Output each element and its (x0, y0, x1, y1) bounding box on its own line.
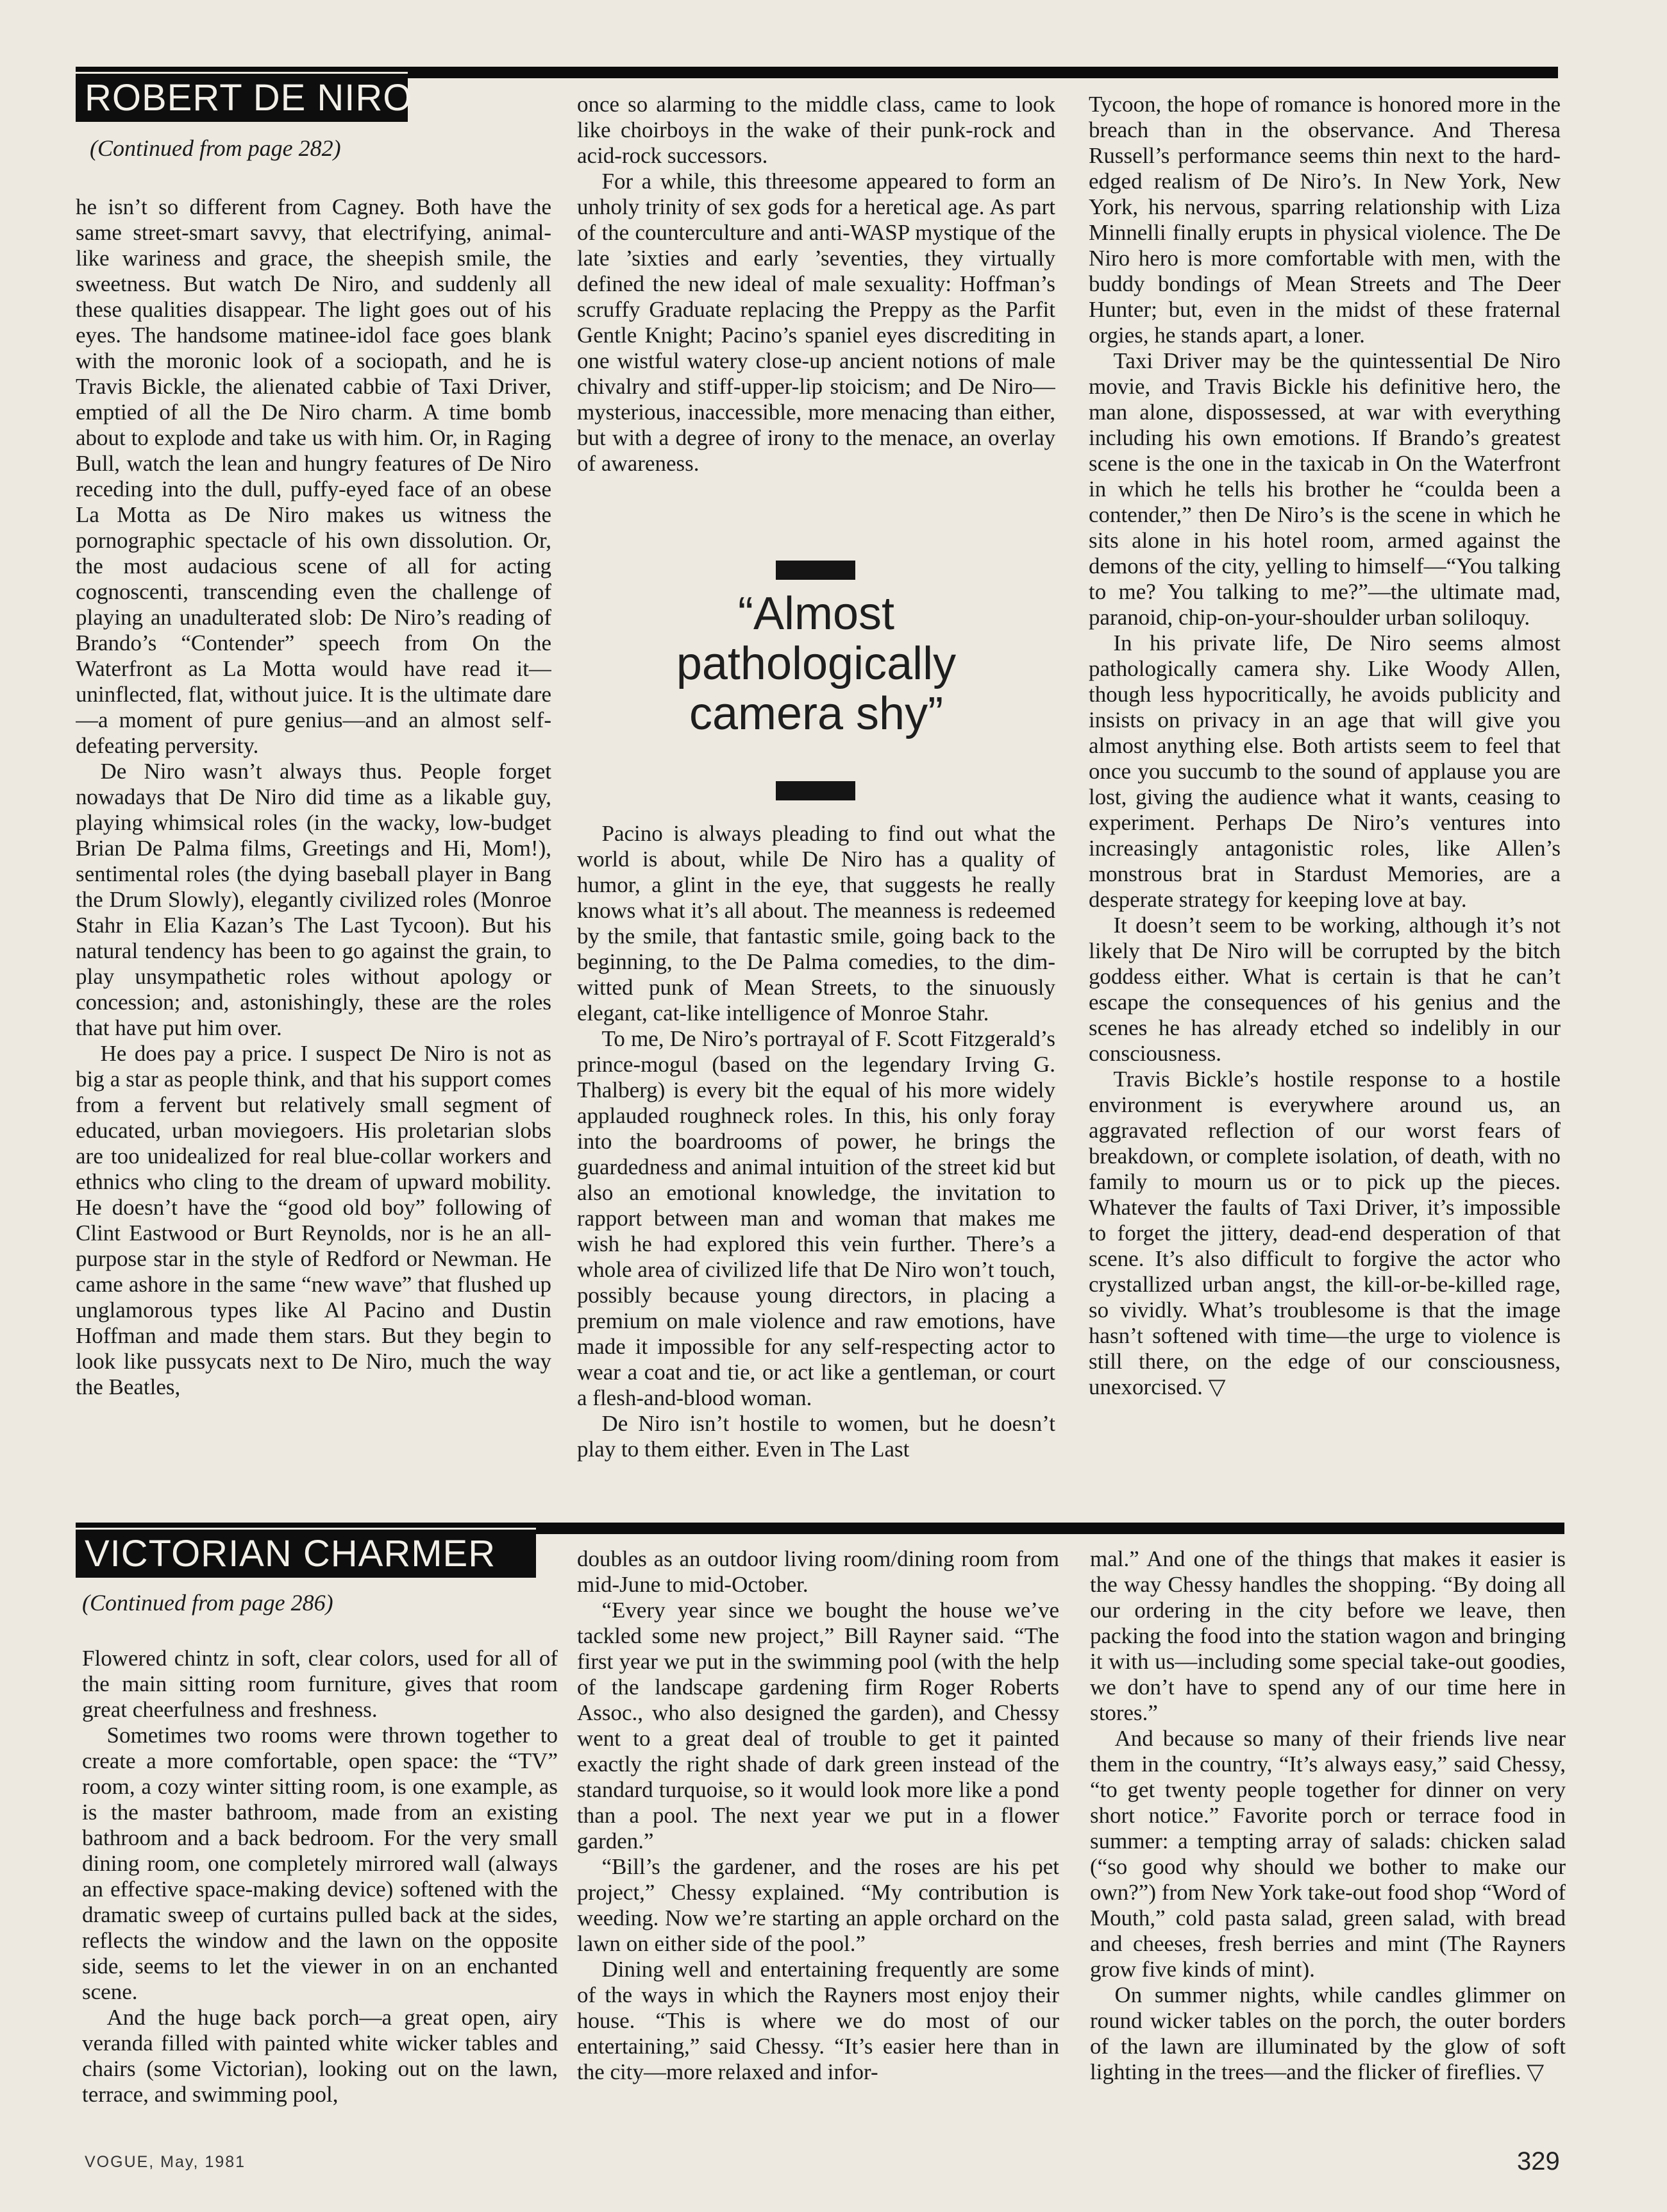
paragraph: For a while, this threesome appeared to form an unholy trinity of sex gods for a heretical age. As part of the counterculture and anti-WASP mystique of the late ’sixties and early ’seventies, they virtually defined the new ideal of male sexuality: Hoffman’s scruffy Graduate replacing the Preppy as the Parfit Gentle Knight; Pacino’s spaniel eyes discrediting in one wistful watery close-up ancient notions of male chivalry and stiff-upper-lip stoicism; and De Niro—mysterious, inaccessible, more menacing than either, but with a degree of irony to the menace, an overlay of awareness. (577, 169, 1055, 476)
paragraph: Tycoon, the hope of romance is honored more in the breach than in the observance. And Theresa Russell’s performance seems thin next to the hard-edged realism of De Niro’s. In New York, New York, his nervous, sparring relationship with Liza Minnelli finally erupts in physical violence. The De Niro hero is more comfortable with men, with the buddy bondings of Mean Streets and The Deer Hunter; but, even in the midst of these fraternal orgies, he stands apart, a loner. (1089, 92, 1561, 348)
paragraph: It doesn’t seem to be working, although it’s not likely that De Niro will be corrupted by the bitch goddess either. What is certain is that he can’t escape the consequences of his genius and the scenes he has already etched so indelibly in our consciousness. (1089, 913, 1561, 1066)
paragraph: once so alarming to the middle class, came to look like choirboys in the wake of their punk-rock and acid-rock successors. (577, 92, 1055, 168)
paragraph: mal.” And one of the things that makes it easier is the way Chessy handles the shopping. “By doing all our ordering in the city before we leave, then packing the food into the station wagon and bringing it with us—including some special take-out goodies, we don’t have to spend any of our time here in stores.” (1090, 1546, 1566, 1725)
article-column-2-top (577, 92, 1055, 534)
paragraph: In his private life, De Niro seems almost pathologically camera shy. Like Woody Allen, though less hypocritically, he avoids publicity and insists on privacy in an age that will give you almost anything else. Both artists seem to feel that once you succumb to the sound of applause you are lost, giving the audience what it wants, ceasing to experiment. Perhaps De Niro’s ventures into increasingly antagonistic roles, like Allen’s monstrous brat in Stardust Memories, are a desperate strategy for keeping love at bay. (1089, 630, 1561, 912)
paragraph: Sometimes two rooms were thrown together to create a more comfortable, open space: the “TV” room, a cozy winter sitting room, is one example, as is the master bathroom, made from an existing bathroom and a back bedroom. For the very small dining room, one completely mirrored wall (always an effective space-making device) softened with the dramatic sweep of curtains pulled back at the sides, reflects the window and the lawn on the opposite side, seems to let the viewer in on an enchanted scene. (82, 1723, 558, 2004)
section-headline: VICTORIAN CHARMER (76, 1528, 536, 1578)
continued-note: (Continued from page 282) (90, 135, 341, 161)
paragraph: “Every year since we bought the house we’ve tackled some new project,” Bill Rayner said. “The first year we put in the swimming pool (with the help of the landscape gardening firm Roger Roberts Assoc., who also designed the garden), and Chessy went to a great deal of trouble to get it painted exactly the right shade of dark green instead of the standard turquoise, so it would look more like a pond than a pool. The next year we put in a flower garden.” (577, 1598, 1059, 1853)
article-column-2-bottom (577, 821, 1055, 1515)
continued-note: (Continued from page 286) (82, 1590, 333, 1616)
paragraph: And the huge back porch—a great open, airy veranda filled with painted white wicker tables and chairs (some Victorian), looking out on the lawn, terrace, and swimming pool, (82, 2005, 558, 2107)
article-column-2 (577, 1546, 1059, 2146)
paragraph: Travis Bickle’s hostile response to a hostile environment is everywhere around us, an aggravated reflection of our worst fears of breakdown, or complete isolation, of death, with no family to mourn us or to pick up the pieces. Whatever the faults of Taxi Driver, it’s impossible to forget the jittery, dead-end desperation of that scene. It’s also difficult to forgive the actor who crystallized urban angst, the kill-or-be-killed rage, so vividly. What’s troublesome is that the image hasn’t softened with time—the urge to violence is still there, on the edge of our consciousness, unexorcised. ▽ (1089, 1067, 1561, 1399)
paragraph: He does pay a price. I suspect De Niro is not as big a star as people think, and that his support comes from a fervent but relatively small segment of educated, urban moviegoers. His proletarian slobs are too unidealized for real blue-collar workers and ethnics who cling to the dream of upward mobility. He doesn’t have the “good old boy” following of Clint Eastwood or Burt Reynolds, nor is he an all-purpose star in the style of Redford or Newman. He came ashore in the same “new wave” that flushed up unglamorous types like Al Pacino and Dustin Hoffman and made them stars. But they begin to look like pussycats next to De Niro, much the way the Beatles, (76, 1041, 551, 1399)
pull-quote-bar-top (776, 561, 855, 580)
paragraph: De Niro wasn’t always thus. People forget nowadays that De Niro did time as a likable guy, playing whimsical roles (in the wacky, low-budget Brian De Palma films, Greetings and Hi, Mom!), sentimental roles (the dying baseball player in Bang the Drum Slowly), elegantly civilized roles (Monroe Stahr in Elia Kazan’s The Last Tycoon). But his natural tendency has been to go against the grain, to play unsympathetic roles without apology or concession; and, astonishingly, these are the roles that have put him over. (76, 759, 551, 1040)
pull-quote: “Almost pathologically camera shy” (676, 588, 957, 739)
paragraph: Pacino is always pleading to find out what the world is about, while De Niro has a quality of humor, a glint in the eye, that suggests he really knows what it’s all about. The meanness is redeemed by the smile, that fantastic smile, going back to the beginning, to the De Palma comedies, to the dim-witted punk of Mean Streets, to the sinuously elegant, cat-like intelligence of Monroe Stahr. (577, 821, 1055, 1026)
article-column-3 (1090, 1546, 1566, 2146)
paragraph: De Niro isn’t hostile to women, but he doesn’t play to them either. Even in The Last (577, 1411, 1055, 1462)
paragraph: he isn’t so different from Cagney. Both have the same street-smart savvy, that electrifying, animal-like wariness and grace, the sheepish smile, the sweetness. But watch De Niro, and suddenly all these qualities disappear. The light goes out of his eyes. The handsome matinee-idol face goes blank with the moronic look of a sociopath, and he is Travis Bickle, the alienated cabbie of Taxi Driver, emptied of all the De Niro charm. A time bomb about to explode and take us with him. Or, in Raging Bull, watch the lean and hungry features of De Niro receding into the dull, puffy-eyed face of an obese La Motta as De Niro makes us witness the pornographic spectacle of his own dissolution. Or, the most audacious scene of all for acting cognoscenti, transcending even the challenge of playing an unadulterated slob: De Niro’s reading of Brando’s “Contender” speech from On the Waterfront as La Motta would have read it—uninflected, flat, without juice. It is the ultimate dare—a moment of pure genius—and an almost self-defeating perversity. (76, 194, 551, 758)
paragraph: doubles as an outdoor living room/dining room from mid-June to mid-October. (577, 1546, 1059, 1597)
article-column-3 (1089, 92, 1561, 1515)
magazine-issue-label: VOGUE, May, 1981 (85, 2153, 246, 2171)
paragraph: To me, De Niro’s portrayal of F. Scott Fitzgerald’s prince-mogul (based on the legendary Irving G. Thalberg) is every bit the equal of his more widely applauded roughneck roles. In this, his only foray into the boardrooms of power, he brings the guardedness and animal intuition of the street kid but also an emotional knowledge, the invitation to rapport between man and woman that makes me wish he had explored this vein further. There’s a whole area of civilized life that De Niro won’t touch, possibly because young directors, in placing a premium on male violence and raw emotions, have made it impossible for any self-respecting actor to wear a coat and tie, or act like a gentleman, or court a flesh-and-blood woman. (577, 1026, 1055, 1410)
paragraph: On summer nights, while candles glimmer on round wicker tables on the porch, the outer borders of the lawn are illuminated by the glow of soft lighting in the trees—and the flicker of fireflies. ▽ (1090, 1982, 1566, 2084)
paragraph: Dining well and entertaining frequently are some of the ways in which the Rayners most enjoy their house. “This is where we do most of our entertaining,” said Chessy. “It’s easier here than in the city—more relaxed and infor- (577, 1957, 1059, 2084)
section-headline: ROBERT DE NIRO (76, 72, 408, 122)
paragraph: “Bill’s the gardener, and the roses are his pet project,” Chessy explained. “My contribution is weeding. Now we’re starting an apple orchard on the lawn on either side of the pool.” (577, 1854, 1059, 1956)
paragraph: Flowered chintz in soft, clear colors, used for all of the main sitting room furniture, gives that room great cheerfulness and freshness. (82, 1646, 558, 1722)
article-column-1 (76, 194, 551, 1515)
page-number: 329 (1517, 2147, 1560, 2175)
article-column-1 (82, 1646, 558, 2146)
pull-quote-bar-bottom (776, 781, 855, 800)
paragraph: And because so many of their friends live near them in the country, “It’s always easy,” said Chessy, “to get twenty people together for dinner on very short notice.” Favorite porch or terrace food in summer: a tempting array of salads: chicken salad (“so good why should we bother to make our own?”) from New York take-out food shop “Word of Mouth,” cold pasta salad, green salad, with bread and cheeses, fresh berries and mint (The Rayners grow five kinds of mint). (1090, 1726, 1566, 1982)
paragraph: Taxi Driver may be the quintessential De Niro movie, and Travis Bickle his definitive hero, the man alone, dispossessed, at war with everything including his own emotions. If Brando’s greatest scene is the one in the taxicab in On the Waterfront in which he tells his brother he “coulda been a contender,” then De Niro’s is the scene in which he sits alone in his hotel room, armed against the demons of the city, yelling to himself—“You talking to me? You talking to me?”—the ultimate mad, paranoid, chip-on-your-shoulder urban soliloquy. (1089, 348, 1561, 630)
